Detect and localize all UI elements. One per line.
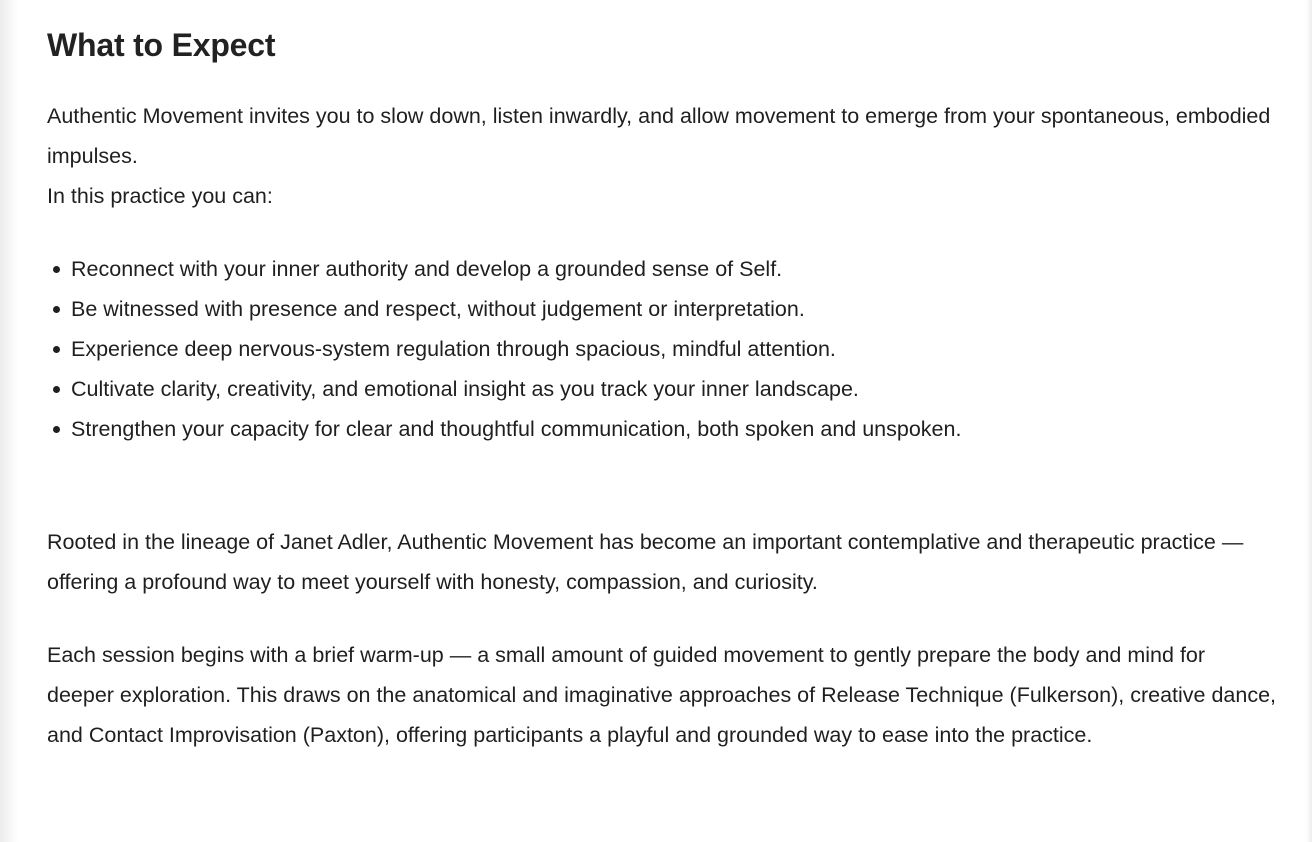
benefit-item: Cultivate clarity, creativity, and emotional insight as you track your inner landscape.: [71, 369, 1277, 409]
page-edge-shadow-left: [0, 0, 18, 842]
benefit-item: Strengthen your capacity for clear and thoughtful communication, both spoken and unspoken.: [71, 409, 1277, 449]
section-heading: What to Expect: [47, 27, 276, 63]
benefit-item: Be witnessed with presence and respect, without judgement or interpretation.: [71, 289, 1277, 329]
what-to-expect-section: [47, 22, 1277, 755]
intro-line-1: Authentic Movement invites you to slow down, listen inwardly, and allow movement to emerge from your spontaneous, embodied impulses.: [47, 104, 1271, 168]
session-paragraph: Each session begins with a brief warm-up — a small amount of guided movement to gently prepare the body and mind for deeper exploration. This draws on the anatomical and imaginative approaches of Release Technique (Fulkerson), creative dance, and Contact Improvisation (Paxton), offering participants a playful and grounded way to ease into the practice.: [47, 643, 1277, 747]
page-edge-shadow-right: [1306, 0, 1312, 842]
benefit-item: Reconnect with your inner authority and develop a grounded sense of Self.: [71, 249, 1277, 289]
intro-line-2: In this practice you can:: [47, 184, 273, 208]
lineage-paragraph: Rooted in the lineage of Janet Adler, Authentic Movement has become an important contemplative and therapeutic practice — offering a profound way to meet yourself with honesty, compassion, and curiosity.: [47, 530, 1244, 594]
benefit-item: Experience deep nervous-system regulation through spacious, mindful attention.: [71, 329, 1277, 369]
benefits-list: [47, 249, 1277, 449]
intro-paragraph: [47, 96, 1277, 216]
